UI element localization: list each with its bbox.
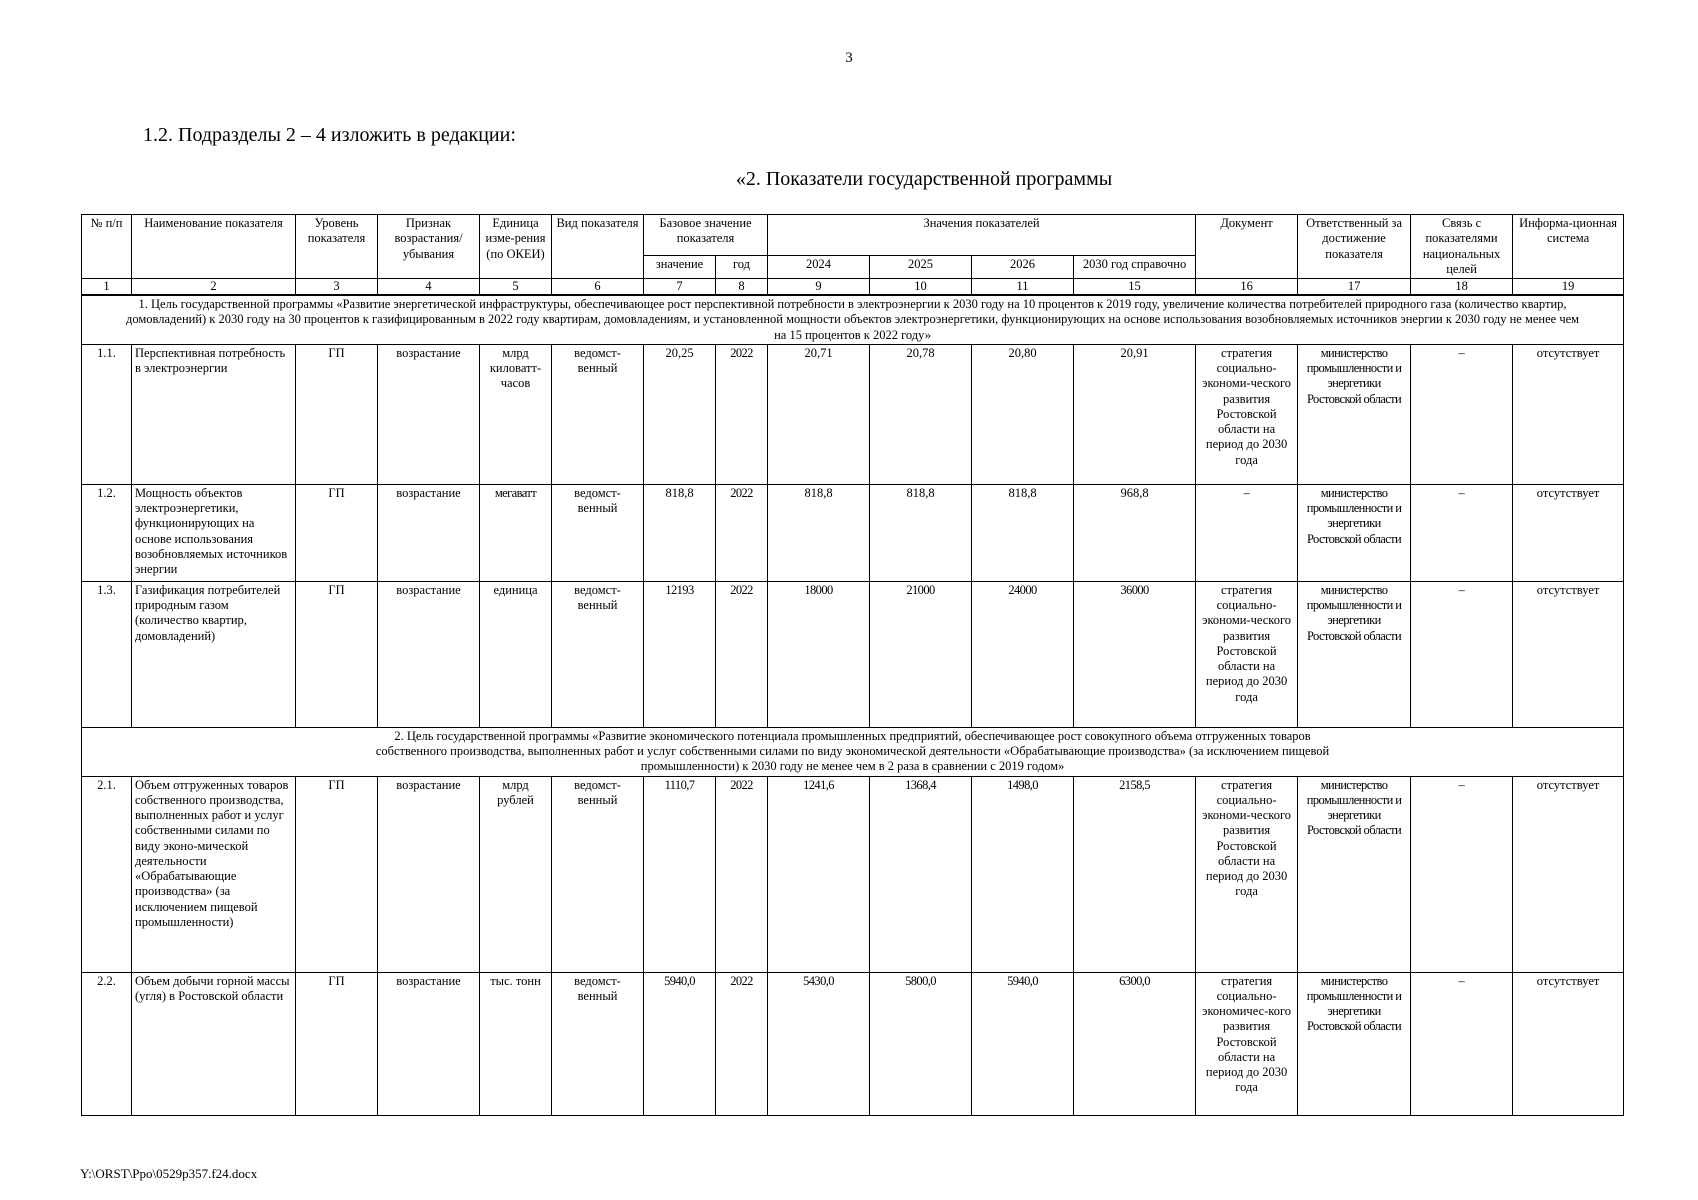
row-kind: ведомст-венный bbox=[552, 581, 644, 727]
row-level: ГП bbox=[296, 581, 378, 727]
row-value-2025: 818,8 bbox=[870, 484, 972, 581]
row-num: 1.2. bbox=[82, 484, 132, 581]
row-document: стратегия социально-экономичес-кого развития Ростовской области на период до 2030 года bbox=[1196, 972, 1298, 1115]
row-responsible: министерство промышленности и энергетики Ростовской области bbox=[1298, 344, 1411, 484]
row-base-value: 5940,0 bbox=[644, 972, 716, 1115]
row-value-2025: 20,78 bbox=[870, 344, 972, 484]
row-name: Объем отгруженных товаров собственного производства, выполненных работ и услуг собственными силами по виду эконо-мической деятельности «Обрабатывающие производства» (за исключением пищевой промышленности) bbox=[132, 776, 296, 972]
header-values: Значения показателей bbox=[768, 215, 1196, 256]
column-number: 19 bbox=[1513, 279, 1624, 296]
column-number: 7 bbox=[644, 279, 716, 296]
indicators-table-container bbox=[81, 214, 1621, 1116]
row-sign: возрастание bbox=[378, 484, 480, 581]
header-unit: Единица изме-рения (по ОКЕИ) bbox=[480, 215, 552, 279]
row-value-2024: 18000 bbox=[768, 581, 870, 727]
row-value-2030: 2158,5 bbox=[1074, 776, 1196, 972]
column-number: 6 bbox=[552, 279, 644, 296]
header-2025: 2025 bbox=[870, 256, 972, 279]
row-kind: ведомст-венный bbox=[552, 484, 644, 581]
column-number: 5 bbox=[480, 279, 552, 296]
row-level: ГП bbox=[296, 972, 378, 1115]
row-num: 1.1. bbox=[82, 344, 132, 484]
column-number: 17 bbox=[1298, 279, 1411, 296]
row-num: 2.1. bbox=[82, 776, 132, 972]
row-value-2026: 5940,0 bbox=[972, 972, 1074, 1115]
header-name: Наименование показателя bbox=[132, 215, 296, 279]
row-name: Перспективная потребность в электроэнергии bbox=[132, 344, 296, 484]
row-sign: возрастание bbox=[378, 581, 480, 727]
row-info: отсутствует bbox=[1513, 344, 1624, 484]
row-info: отсутствует bbox=[1513, 484, 1624, 581]
table-row bbox=[82, 776, 1624, 972]
row-link: – bbox=[1411, 776, 1513, 972]
column-number: 3 bbox=[296, 279, 378, 296]
header-2030: 2030 год справочно bbox=[1074, 256, 1196, 279]
row-value-2030: 36000 bbox=[1074, 581, 1196, 727]
header-document: Документ bbox=[1196, 215, 1298, 279]
row-base-value: 20,25 bbox=[644, 344, 716, 484]
row-value-2026: 20,80 bbox=[972, 344, 1074, 484]
row-responsible: министерство промышленности и энергетики Ростовской области bbox=[1298, 581, 1411, 727]
row-level: ГП bbox=[296, 776, 378, 972]
column-number: 16 bbox=[1196, 279, 1298, 296]
row-link: – bbox=[1411, 581, 1513, 727]
row-num: 1.3. bbox=[82, 581, 132, 727]
row-value-2030: 968,8 bbox=[1074, 484, 1196, 581]
row-base-year: 2022 bbox=[716, 581, 768, 727]
goal-2-text: 2. Цель государственной программы «Развитие экономического потенциала промышленных предприятий, обеспечивающее рост совокупного объема отгруженных товаров собственного производства, выполненных работ и услуг собственными силами по виду экономической деятельности «Обрабатывающие производства» (за исключением пищевой промышленности) к 2030 году не менее чем в 2 раза в сравнении с 2019 годом» bbox=[82, 727, 1624, 776]
row-level: ГП bbox=[296, 344, 378, 484]
row-value-2025: 1368,4 bbox=[870, 776, 972, 972]
row-responsible: министерство промышленности и энергетики Ростовской области bbox=[1298, 776, 1411, 972]
row-name: Газификация потребителей природным газом (количество квартир, домовладений) bbox=[132, 581, 296, 727]
header-base: Базовое значение показателя bbox=[644, 215, 768, 256]
table-row bbox=[82, 344, 1624, 484]
row-document: – bbox=[1196, 484, 1298, 581]
header-2026: 2026 bbox=[972, 256, 1074, 279]
row-base-value: 12193 bbox=[644, 581, 716, 727]
row-link: – bbox=[1411, 344, 1513, 484]
row-value-2024: 1241,6 bbox=[768, 776, 870, 972]
column-number: 4 bbox=[378, 279, 480, 296]
page-number: 3 bbox=[845, 50, 853, 66]
header-link: Связь с показателями национальных целей bbox=[1411, 215, 1513, 279]
row-document: стратегия социально-экономи-ческого развития Ростовской области на период до 2030 года bbox=[1196, 344, 1298, 484]
column-number: 8 bbox=[716, 279, 768, 296]
row-base-year: 2022 bbox=[716, 972, 768, 1115]
row-unit: млрд рублей bbox=[480, 776, 552, 972]
column-number-row bbox=[82, 279, 1624, 296]
goal-1-text: 1. Цель государственной программы «Развитие энергетической инфраструктуры, обеспечивающее рост перспективной потребности в электроэнергии к 2030 году на 10 процентов к 2019 году, увеличение количества потребителей природного газа (количество квартир, домовладений) к 2030 году на 30 процентов к газифицированным в 2022 году квартирам, домовладениям, и установленной мощности объектов электроэнергетики, функционирующих на основе использования возобновляемых источников энергии к 2030 году не менее чем на 15 процентов к 2022 году» bbox=[82, 295, 1624, 344]
row-responsible: министерство промышленности и энергетики Ростовской области bbox=[1298, 484, 1411, 581]
row-info: отсутствует bbox=[1513, 972, 1624, 1115]
row-value-2026: 1498,0 bbox=[972, 776, 1074, 972]
row-value-2030: 6300,0 bbox=[1074, 972, 1196, 1115]
row-unit: мегаватт bbox=[480, 484, 552, 581]
table-row bbox=[82, 581, 1624, 727]
row-num: 2.2. bbox=[82, 972, 132, 1115]
row-responsible: министерство промышленности и энергетики Ростовской области bbox=[1298, 972, 1411, 1115]
row-info: отсутствует bbox=[1513, 581, 1624, 727]
row-document: стратегия социально-экономи-ческого развития Ростовской области на период до 2030 года bbox=[1196, 776, 1298, 972]
row-name: Мощность объектов электроэнергетики, функционирующих на основе использования возобновляемых источников энергии bbox=[132, 484, 296, 581]
row-base-value: 1110,7 bbox=[644, 776, 716, 972]
row-link: – bbox=[1411, 484, 1513, 581]
row-value-2025: 5800,0 bbox=[870, 972, 972, 1115]
column-number: 10 bbox=[870, 279, 972, 296]
row-info: отсутствует bbox=[1513, 776, 1624, 972]
header-base-year: год bbox=[716, 256, 768, 279]
row-value-2026: 818,8 bbox=[972, 484, 1074, 581]
header-num: № п/п bbox=[82, 215, 132, 279]
row-kind: ведомст-венный bbox=[552, 344, 644, 484]
header-2024: 2024 bbox=[768, 256, 870, 279]
row-link: – bbox=[1411, 972, 1513, 1115]
row-unit: млрд киловатт-часов bbox=[480, 344, 552, 484]
header-responsible: Ответственный за достижение показателя bbox=[1298, 215, 1411, 279]
table-row bbox=[82, 484, 1624, 581]
row-sign: возрастание bbox=[378, 344, 480, 484]
row-unit: тыс. тонн bbox=[480, 972, 552, 1115]
row-kind: ведомст-венный bbox=[552, 972, 644, 1115]
row-name: Объем добычи горной массы (угля) в Ростовской области bbox=[132, 972, 296, 1115]
row-unit: единица bbox=[480, 581, 552, 727]
column-number: 11 bbox=[972, 279, 1074, 296]
row-value-2024: 818,8 bbox=[768, 484, 870, 581]
row-sign: возрастание bbox=[378, 972, 480, 1115]
goal-row bbox=[82, 295, 1624, 344]
row-base-year: 2022 bbox=[716, 484, 768, 581]
row-sign: возрастание bbox=[378, 776, 480, 972]
table-row bbox=[82, 972, 1624, 1115]
footer-file-path: Y:\ORST\Ppo\0529p357.f24.docx bbox=[80, 1166, 258, 1181]
column-number: 2 bbox=[132, 279, 296, 296]
header-level: Уровень показателя bbox=[296, 215, 378, 279]
column-number: 1 bbox=[82, 279, 132, 296]
row-base-year: 2022 bbox=[716, 344, 768, 484]
section-title: «2. Показатели государственной программы bbox=[735, 168, 1113, 190]
header-base-value: значение bbox=[644, 256, 716, 279]
row-value-2026: 24000 bbox=[972, 581, 1074, 727]
row-value-2024: 20,71 bbox=[768, 344, 870, 484]
row-kind: ведомст-венный bbox=[552, 776, 644, 972]
goal-row bbox=[82, 727, 1624, 776]
indicators-table bbox=[81, 214, 1624, 1116]
column-number: 18 bbox=[1411, 279, 1513, 296]
row-value-2025: 21000 bbox=[870, 581, 972, 727]
row-value-2024: 5430,0 bbox=[768, 972, 870, 1115]
column-number: 15 bbox=[1074, 279, 1196, 296]
row-base-year: 2022 bbox=[716, 776, 768, 972]
row-level: ГП bbox=[296, 484, 378, 581]
row-base-value: 818,8 bbox=[644, 484, 716, 581]
header-info: Информа-ционная система bbox=[1513, 215, 1624, 279]
row-value-2030: 20,91 bbox=[1074, 344, 1196, 484]
table-header bbox=[82, 215, 1624, 296]
intro-text: 1.2. Подразделы 2 – 4 изложить в редакции: bbox=[143, 124, 516, 146]
column-number: 9 bbox=[768, 279, 870, 296]
header-kind: Вид показателя bbox=[552, 215, 644, 279]
header-sign: Признак возрастания/ убывания bbox=[378, 215, 480, 279]
row-document: стратегия социально-экономи-ческого развития Ростовской области на период до 2030 года bbox=[1196, 581, 1298, 727]
